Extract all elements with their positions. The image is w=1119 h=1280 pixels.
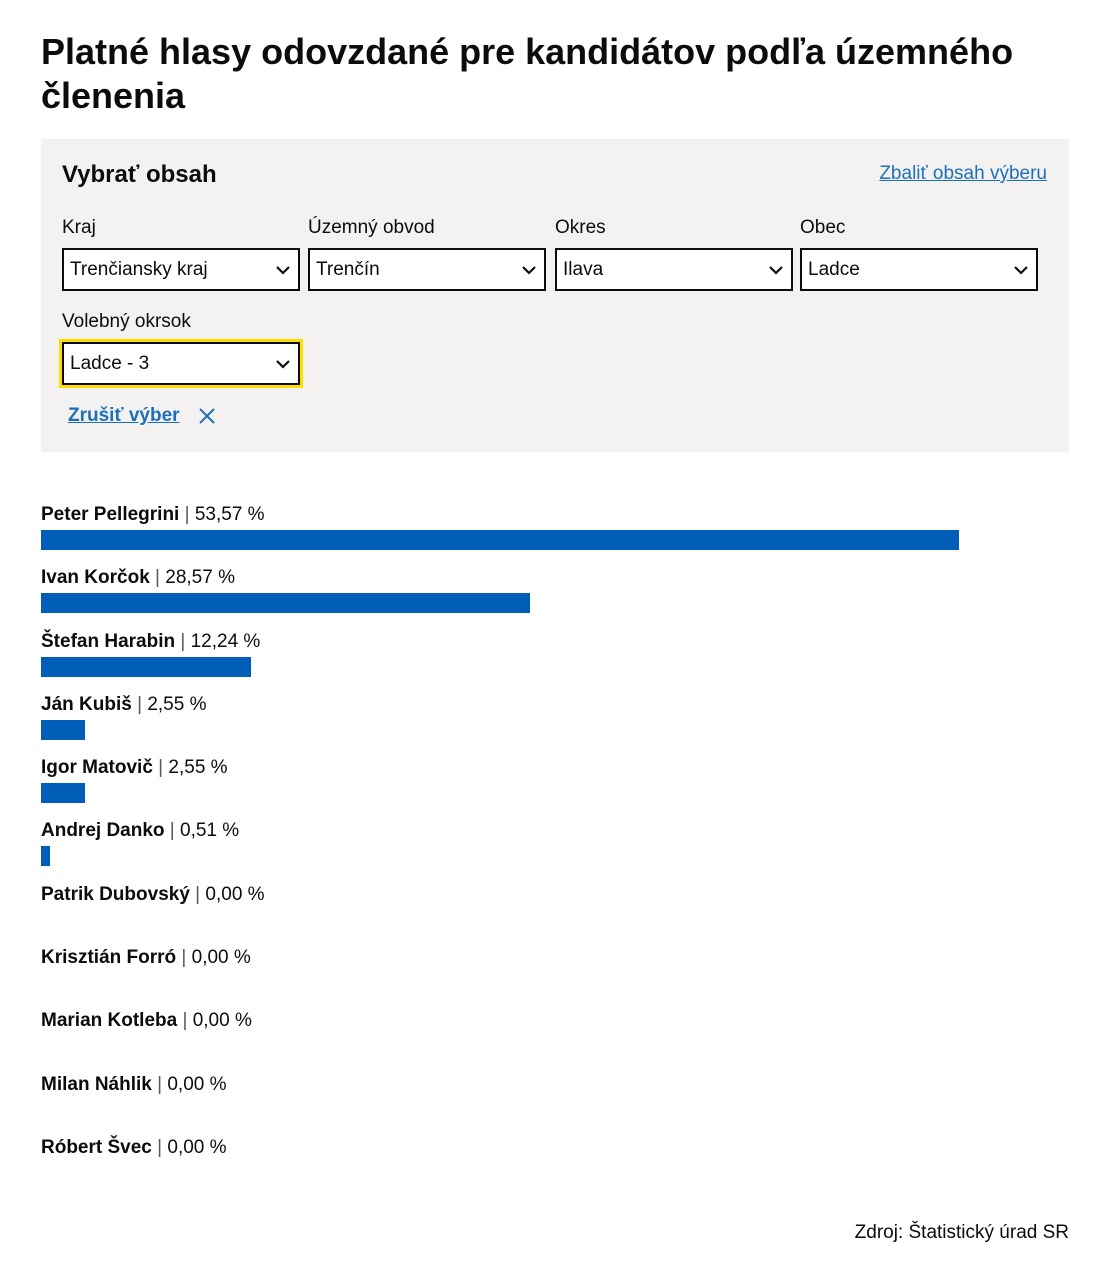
result-label [41, 629, 1069, 655]
result-row [41, 565, 1069, 628]
result-row [41, 882, 1069, 945]
okres-label: Okres [555, 217, 606, 238]
source-note: Zdroj: Štatistický úrad SR [854, 1222, 1069, 1243]
label-separator: | [149, 567, 166, 589]
collapse-selection-link[interactable]: Zbaliť obsah výberu [879, 163, 1047, 184]
label-separator: | [176, 947, 192, 969]
label-separator: | [131, 693, 148, 715]
label-separator: | [175, 630, 191, 652]
candidate-name: Ján Kubiš [41, 693, 132, 715]
candidate-percentage: 28,57 % [165, 567, 235, 589]
label-separator: | [152, 757, 169, 779]
candidate-name: Róbert Švec [41, 1136, 152, 1158]
chevron-down-icon [276, 263, 290, 277]
result-label [41, 945, 1069, 971]
result-label [41, 1008, 1069, 1034]
obvod-label: Územný obvod [308, 217, 435, 238]
obec-field [800, 215, 1038, 291]
obvod-field [308, 215, 546, 291]
kraj-field [62, 215, 300, 291]
close-icon[interactable] [198, 407, 216, 425]
result-label [41, 882, 1069, 908]
clear-selection-link[interactable]: Zrušiť výber [68, 405, 180, 426]
candidate-name: Milan Náhlik [41, 1073, 152, 1095]
candidate-percentage: 2,55 % [147, 693, 207, 715]
result-label [41, 502, 1069, 528]
kraj-select[interactable] [62, 248, 300, 291]
okrsok-label: Volebný okrsok [62, 311, 191, 332]
result-row [41, 1072, 1069, 1135]
candidate-name: Patrik Dubovský [41, 883, 190, 905]
chevron-down-icon [1014, 263, 1028, 277]
result-label [41, 1135, 1069, 1161]
candidate-name: Andrej Danko [41, 820, 165, 842]
kraj-label: Kraj [62, 217, 96, 238]
result-label [41, 1072, 1069, 1098]
chevron-down-icon [522, 263, 536, 277]
label-separator: | [151, 1073, 168, 1095]
result-row [41, 1008, 1069, 1071]
obec-select[interactable] [800, 248, 1038, 291]
result-bar [41, 530, 959, 550]
candidate-percentage: 0,00 % [192, 1010, 252, 1032]
candidate-name: Peter Pellegrini [41, 504, 180, 525]
candidate-name: Igor Matovič [41, 757, 153, 779]
candidate-percentage: 53,57 % [194, 504, 265, 525]
result-bar [41, 593, 530, 613]
result-label [41, 565, 1069, 591]
candidate-percentage: 2,55 % [168, 757, 228, 779]
result-label [41, 692, 1069, 718]
result-row [41, 502, 1069, 565]
label-separator: | [164, 820, 181, 842]
candidate-percentage: 0,51 % [180, 820, 240, 842]
panel-heading: Vybrať obsah [62, 161, 217, 188]
page-title: Platné hlasy odovzdané pre kandidátov podľa územného členenia [41, 31, 1014, 116]
result-row [41, 629, 1069, 692]
candidate-percentage: 0,00 % [167, 1073, 227, 1095]
kraj-select-value: Trenčiansky kraj [70, 258, 208, 280]
candidate-percentage: 12,24 % [190, 630, 261, 652]
candidate-percentage: 0,00 % [205, 883, 265, 905]
obec-label: Obec [800, 217, 846, 238]
okrsok-field [62, 309, 300, 385]
result-bar [41, 720, 85, 740]
chevron-down-icon [769, 263, 783, 277]
okres-field [555, 215, 793, 291]
obvod-select-value: Trenčín [316, 258, 380, 280]
okrsok-select-value: Ladce - 3 [70, 352, 150, 374]
candidate-name: Krisztián Forró [41, 947, 177, 969]
okres-select-value: Ilava [563, 258, 604, 280]
results-chart [41, 502, 1069, 1198]
label-separator: | [177, 1010, 193, 1032]
result-row [41, 692, 1069, 755]
result-row [41, 1135, 1069, 1198]
result-bar [41, 657, 251, 677]
result-bar [41, 846, 50, 866]
candidate-percentage: 0,00 % [191, 947, 251, 969]
result-label [41, 755, 1069, 781]
chevron-down-icon [276, 357, 290, 371]
candidate-name: Ivan Korčok [41, 567, 150, 589]
result-row [41, 755, 1069, 818]
label-separator: | [151, 1136, 168, 1158]
clear-selection-row [68, 405, 216, 427]
okres-select[interactable] [555, 248, 793, 291]
result-label [41, 818, 1069, 844]
candidate-name: Štefan Harabin [41, 630, 176, 652]
okrsok-select[interactable] [62, 342, 300, 385]
result-row [41, 818, 1069, 881]
label-separator: | [189, 883, 206, 905]
obec-select-value: Ladce [808, 258, 860, 280]
result-row [41, 945, 1069, 1008]
candidate-name: Marian Kotleba [41, 1010, 178, 1032]
candidate-percentage: 0,00 % [167, 1136, 227, 1158]
filter-panel [41, 139, 1069, 452]
label-separator: | [179, 504, 195, 525]
obvod-select[interactable] [308, 248, 546, 291]
result-bar [41, 783, 85, 803]
